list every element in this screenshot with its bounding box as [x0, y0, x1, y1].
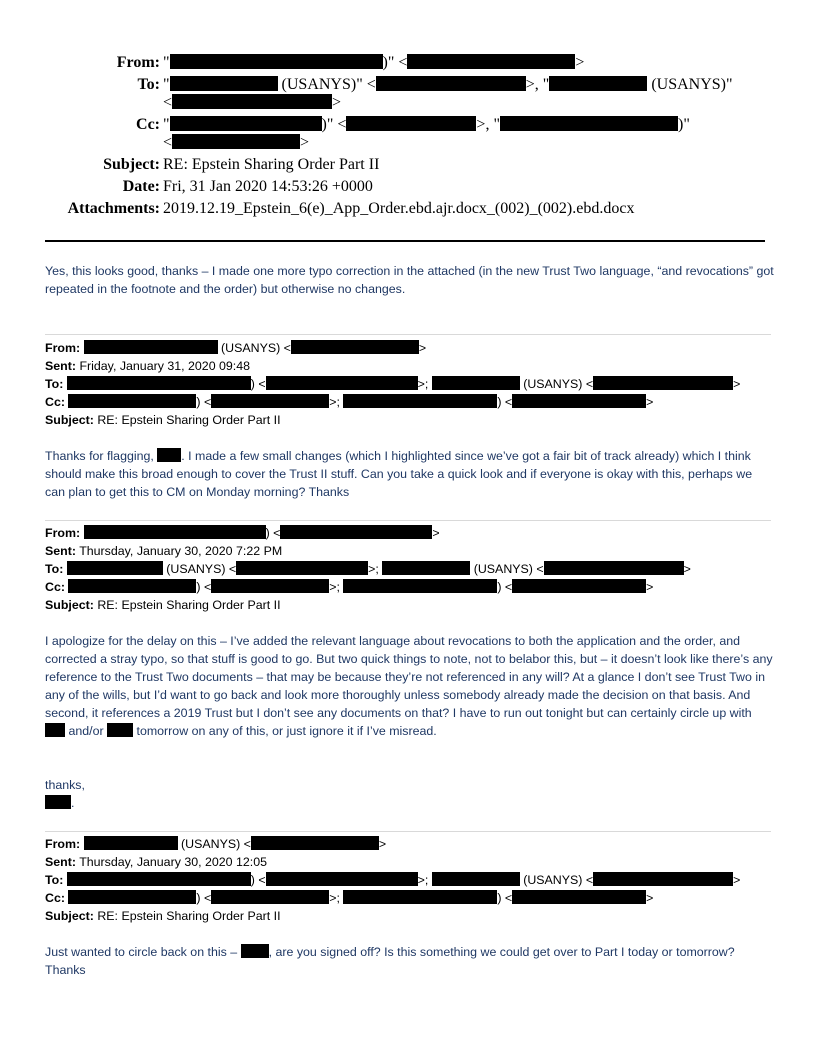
sent-label: Sent:: [45, 544, 76, 558]
redaction: [432, 376, 520, 390]
redaction: [407, 54, 575, 69]
redaction: [84, 340, 218, 354]
sent-date: Thursday, January 30, 2020 12:05: [79, 855, 268, 869]
attachments-label: Attachments:: [67, 200, 160, 217]
sent-label: Sent:: [45, 855, 76, 869]
to-label: To:: [45, 562, 64, 576]
redaction: [68, 890, 196, 904]
from-label: From:: [45, 526, 81, 540]
redaction: [593, 376, 733, 390]
redaction: [266, 872, 418, 886]
date-text: Fri, 31 Jan 2020 14:53:26 +0000: [163, 178, 373, 195]
cc-label: Cc:: [136, 116, 160, 133]
redaction: [172, 134, 300, 149]
to-text: (USANYS) <: [166, 562, 237, 576]
redaction: [67, 872, 251, 886]
redaction: [45, 723, 65, 737]
to-text: (USANYS) <: [473, 562, 544, 576]
to-text: (USANYS) <: [523, 377, 594, 391]
cc-label: Cc:: [45, 395, 65, 409]
redaction: [266, 376, 418, 390]
subject-label: Subject:: [45, 598, 94, 612]
redaction: [512, 394, 646, 408]
to-recipient-2-text: (USANYS)": [651, 76, 733, 93]
sent-date: Thursday, January 30, 2020 7:22 PM: [79, 544, 283, 558]
redaction: [107, 723, 133, 737]
redaction: [170, 116, 322, 131]
to-text: (USANYS) <: [523, 873, 594, 887]
reply-body: Yes, this looks good, thanks – I made one more typo correction in the attached (in the new Trust Two language, “and revocations” got repeated in the footnote and the order) but otherwise no changes.: [45, 264, 774, 296]
message-body-2: I apologize for the delay on this – I’ve added the relevant language about revocations to both the application and the order, and corrected a stray typo, so that stuff is good to go. But two quick things to note, not to belabor this, but – it doesn’t look like there’s any reference to the Trust Two documents – that may be because they’re not referenced in any will? At a glance I don’t see Trust Two in any of the wills, but I’d want to go back and look more thoroughly unless somebody already made the decision on that basis. And second, it references a 2019 Trust but I don’t see any documents on that? I have to run out tonight but can certainly circle up with and/or tomorrow on any of this, or just ignore it if I’ve misread.: [45, 634, 773, 738]
redaction: [170, 54, 383, 69]
redaction: [343, 579, 497, 593]
redaction: [157, 448, 181, 462]
redaction: [211, 394, 329, 408]
redaction: [343, 394, 497, 408]
subject-text: RE: Epstein Sharing Order Part II: [97, 413, 281, 427]
redaction: [512, 890, 646, 904]
from-label: From:: [45, 341, 81, 355]
subject-text: RE: Epstein Sharing Order Part II: [163, 156, 380, 173]
redaction: [280, 525, 432, 539]
attachment-filename: 2019.12.19_Epstein_6(e)_App_Order.ebd.ajr.docx_(002)_(002).ebd.docx: [163, 200, 635, 217]
redaction: [343, 890, 497, 904]
redaction: [68, 394, 196, 408]
redaction: [211, 890, 329, 904]
to-label: To:: [137, 76, 160, 93]
to-label: To:: [45, 873, 64, 887]
redaction: [170, 76, 278, 91]
sent-date: Friday, January 31, 2020 09:48: [79, 359, 251, 373]
cc-label: Cc:: [45, 891, 65, 905]
redaction: [512, 579, 646, 593]
to-recipient-1-text: (USANYS)" <: [281, 76, 376, 93]
redaction: [84, 836, 178, 850]
from-label: From:: [45, 837, 81, 851]
message-separator: [45, 831, 771, 832]
redaction: [45, 795, 71, 809]
redaction: [172, 94, 332, 109]
message-body-3: Just wanted to circle back on this – , are you signed off? Is this something we could get over to Part I today or tomorrow? Thanks: [45, 945, 735, 977]
redaction: [291, 340, 419, 354]
redaction: [382, 561, 470, 575]
redaction: [549, 76, 647, 91]
redaction: [84, 525, 266, 539]
redaction: [211, 579, 329, 593]
subject-label: Subject:: [45, 413, 94, 427]
message-body-1: Thanks for flagging, . I made a few small changes (which I highlighted since we’ve got a fair bit of track already) which I think should make this broad enough to cover the Trust II stuff. Can you take a quick look and if everyone is okay with this, perhaps we can plan to get this to CM on Monday morning? Thanks: [45, 449, 753, 499]
subject-label: Subject:: [45, 909, 94, 923]
redaction: [251, 836, 379, 850]
message-separator: [45, 334, 771, 335]
subject-text: RE: Epstein Sharing Order Part II: [97, 598, 281, 612]
redaction: [241, 944, 269, 958]
date-label: Date:: [122, 178, 160, 195]
redaction: [67, 561, 163, 575]
redaction: [346, 116, 476, 131]
message-header-3: From: (USANYS) < > Sent: Thursday, January 30, 2020 12:05 To: ) < >; (USANYS) < > Cc: ) < >; ) < > Subject: RE: Epstein Sharing Order Part II: [45, 837, 741, 923]
redaction: [376, 76, 526, 91]
from-text: (USANYS) <: [221, 341, 291, 355]
redaction: [236, 561, 368, 575]
header-divider: [45, 240, 765, 242]
to-label: To:: [45, 377, 64, 391]
message-header-1: From: (USANYS) < > Sent: Friday, January 31, 2020 09:48 To: ) < >; (USANYS) < > Cc: ) < >; ) < > Subject: RE: Epstein Sharing Order Part II: [45, 341, 741, 427]
message-separator: [45, 520, 771, 521]
from-label: From:: [116, 54, 160, 71]
subject-text: RE: Epstein Sharing Order Part II: [97, 909, 281, 923]
redaction: [593, 872, 733, 886]
redaction: [432, 872, 520, 886]
sent-label: Sent:: [45, 359, 76, 373]
cc-label: Cc:: [45, 580, 65, 594]
redaction: [68, 579, 196, 593]
message-header-2: From: ) < > Sent: Thursday, January 30, 2020 7:22 PM To: (USANYS) < >; (USANYS) < > Cc: ) < >; ) < > Subject: RE: Epstein Sharing Order Part II: [45, 526, 691, 612]
redaction: [544, 561, 684, 575]
from-text: (USANYS) <: [181, 837, 251, 851]
redaction: [67, 376, 251, 390]
subject-label: Subject:: [103, 156, 160, 173]
redaction: [500, 116, 678, 131]
signoff: thanks, .: [45, 778, 85, 810]
